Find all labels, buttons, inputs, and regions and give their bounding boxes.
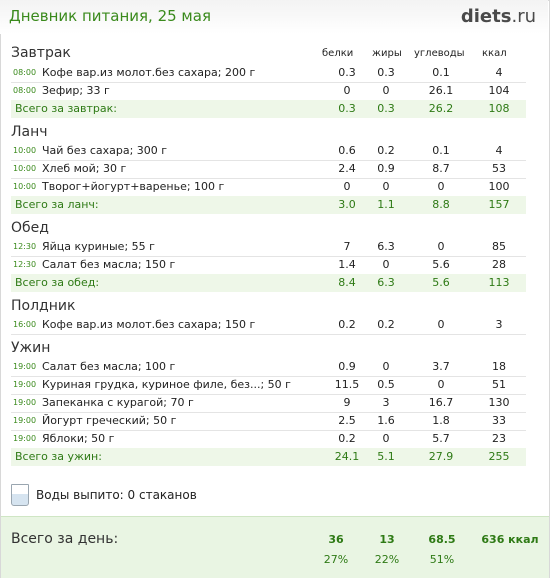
total-label: Всего за обед:: [15, 276, 100, 289]
total-proteins: 0.3: [338, 102, 356, 115]
total-carbs: 27.9: [428, 450, 454, 463]
food-row[interactable]: [11, 238, 526, 257]
food-proteins: 11.5: [334, 378, 360, 391]
food-kcal: 100: [488, 180, 510, 193]
day-carbs: 68.5: [428, 533, 456, 546]
food-kcal: 85: [492, 240, 506, 253]
food-name[interactable]: Салат без масла; 150 г: [42, 258, 176, 271]
food-carbs: 5.6: [432, 258, 450, 271]
total-label: Всего за ланч:: [15, 198, 99, 211]
food-time: 19:00: [13, 398, 37, 407]
food-fats: 0: [382, 258, 390, 271]
total-fats: 1.1: [377, 198, 395, 211]
total-kcal: 108: [488, 102, 510, 115]
logo-main: diets: [460, 6, 512, 27]
food-carbs: 0.1: [432, 144, 450, 157]
logo-suffix: .ru: [511, 6, 536, 27]
food-kcal: 4: [495, 144, 503, 157]
total-carbs: 8.8: [432, 198, 450, 211]
food-name[interactable]: Чай без сахара; 300 г: [42, 144, 168, 157]
food-row[interactable]: [11, 142, 526, 161]
food-time: 19:00: [13, 362, 37, 371]
meal-title-supper: Ужин: [11, 340, 51, 356]
meal-title-dinner: Обед: [11, 220, 49, 236]
food-fats: 0: [382, 84, 390, 97]
meal-total-breakfast: [11, 100, 526, 118]
food-fats: 0.2: [377, 318, 395, 331]
food-proteins: 2.4: [338, 162, 356, 175]
food-kcal: 53: [492, 162, 506, 175]
food-name[interactable]: Запеканка с курагой; 70 г: [42, 396, 194, 409]
food-kcal: 33: [492, 414, 506, 427]
food-proteins: 2.5: [338, 414, 356, 427]
day-kcal: 636 ккал: [481, 533, 539, 546]
food-carbs: 0: [437, 318, 445, 331]
meal-title-snack: Полдник: [11, 298, 76, 314]
food-time: 16:00: [13, 320, 37, 329]
food-kcal: 28: [492, 258, 506, 271]
food-carbs: 26.1: [428, 84, 454, 97]
food-row[interactable]: [11, 256, 526, 275]
food-carbs: 5.7: [432, 432, 450, 445]
food-time: 12:30: [13, 242, 37, 251]
food-kcal: 18: [492, 360, 506, 373]
total-kcal: 255: [488, 450, 510, 463]
food-proteins: 0.2: [338, 318, 356, 331]
food-kcal: 3: [495, 318, 503, 331]
total-label: Всего за ужин:: [15, 450, 102, 463]
food-kcal: 23: [492, 432, 506, 445]
food-name[interactable]: Зефир; 33 г: [42, 84, 110, 97]
food-fats: 0.5: [377, 378, 395, 391]
food-time: 10:00: [13, 182, 37, 191]
food-fats: 0: [382, 360, 390, 373]
food-proteins: 0: [343, 180, 351, 193]
food-proteins: 0.3: [338, 66, 356, 79]
food-carbs: 8.7: [432, 162, 450, 175]
food-carbs: 1.8: [432, 414, 450, 427]
total-proteins: 3.0: [338, 198, 356, 211]
col-fats: жиры: [372, 48, 402, 59]
food-kcal: 104: [488, 84, 510, 97]
meal-title-lunch: Ланч: [11, 124, 48, 140]
food-carbs: 16.7: [428, 396, 454, 409]
food-name[interactable]: Яблоки; 50 г: [42, 432, 115, 445]
food-proteins: 7: [343, 240, 351, 253]
food-row[interactable]: [11, 376, 526, 395]
food-fats: 0.9: [377, 162, 395, 175]
day-summary: [1, 516, 549, 578]
food-row[interactable]: [11, 394, 526, 413]
site-logo[interactable]: [461, 6, 536, 27]
day-proteins-pct: 27%: [323, 553, 349, 566]
food-row[interactable]: [11, 82, 526, 101]
food-name[interactable]: Йогурт греческий; 50 г: [42, 414, 177, 427]
food-row[interactable]: [11, 316, 526, 335]
col-kcal: ккал: [482, 48, 507, 59]
total-kcal: 157: [488, 198, 510, 211]
food-proteins: 0: [343, 84, 351, 97]
glass-icon[interactable]: [11, 484, 29, 506]
day-fats: 13: [379, 533, 395, 546]
food-name[interactable]: Кофе вар.из молот.без сахара; 200 г: [42, 66, 256, 79]
food-carbs: 0: [437, 378, 445, 391]
food-fats: 0: [382, 180, 390, 193]
food-row[interactable]: [11, 358, 526, 377]
food-kcal: 4: [495, 66, 503, 79]
food-carbs: 3.7: [432, 360, 450, 373]
food-kcal: 130: [488, 396, 510, 409]
food-carbs: 0: [437, 240, 445, 253]
food-time: 12:30: [13, 260, 37, 269]
food-name[interactable]: Салат без масла; 100 г: [42, 360, 176, 373]
header: [0, 0, 548, 34]
meal-total-lunch: [11, 196, 526, 214]
food-fats: 3: [382, 396, 390, 409]
food-proteins: 0.9: [338, 360, 356, 373]
food-time: 19:00: [13, 434, 37, 443]
food-fats: 6.3: [377, 240, 395, 253]
food-name[interactable]: Яйца куриные; 55 г: [42, 240, 155, 253]
food-row[interactable]: [11, 64, 526, 83]
food-fats: 0.3: [377, 66, 395, 79]
food-carbs: 0.1: [432, 66, 450, 79]
food-name[interactable]: Хлеб мой; 30 г: [42, 162, 127, 175]
day-fats-pct: 22%: [374, 553, 400, 566]
food-row[interactable]: [11, 412, 526, 431]
food-fats: 0: [382, 432, 390, 445]
total-carbs: 5.6: [432, 276, 450, 289]
food-row[interactable]: [11, 430, 526, 449]
meal-total-dinner: [11, 274, 526, 292]
food-proteins: 1.4: [338, 258, 356, 271]
food-fats: 0.2: [377, 144, 395, 157]
food-proteins: 0.6: [338, 144, 356, 157]
food-name[interactable]: Творог+йогурт+варенье; 100 г: [42, 180, 225, 193]
food-time: 08:00: [13, 86, 37, 95]
day-proteins: 36: [328, 533, 344, 546]
day-total-label: Всего за день:: [11, 531, 119, 547]
food-time: 10:00: [13, 164, 37, 173]
total-label: Всего за завтрак:: [15, 102, 118, 115]
food-fats: 1.6: [377, 414, 395, 427]
food-name[interactable]: Куриная грудка, куриное филе, без...; 50 г: [42, 378, 291, 391]
food-time: 08:00: [13, 68, 37, 77]
col-carbs: углеводы: [414, 48, 465, 59]
food-row[interactable]: [11, 178, 526, 197]
total-fats: 0.3: [377, 102, 395, 115]
food-carbs: 0: [437, 180, 445, 193]
food-time: 10:00: [13, 146, 37, 155]
total-fats: 6.3: [377, 276, 395, 289]
meal-total-supper: [11, 448, 526, 466]
total-carbs: 26.2: [428, 102, 454, 115]
page-title: Дневник питания, 25 мая: [9, 7, 211, 25]
food-name[interactable]: Кофе вар.из молот.без сахара; 150 г: [42, 318, 256, 331]
day-carbs-pct: 51%: [429, 553, 455, 566]
food-proteins: 9: [343, 396, 351, 409]
total-proteins: 8.4: [338, 276, 356, 289]
food-row[interactable]: [11, 160, 526, 179]
water-text: Воды выпито: 0 стаканов: [36, 488, 197, 502]
col-proteins: белки: [322, 48, 354, 59]
food-time: 19:00: [13, 380, 37, 389]
food-proteins: 0.2: [338, 432, 356, 445]
food-kcal: 51: [492, 378, 506, 391]
total-fats: 5.1: [377, 450, 395, 463]
total-proteins: 24.1: [334, 450, 360, 463]
meal-title-breakfast: Завтрак: [11, 45, 71, 61]
total-kcal: 113: [488, 276, 510, 289]
food-time: 19:00: [13, 416, 37, 425]
